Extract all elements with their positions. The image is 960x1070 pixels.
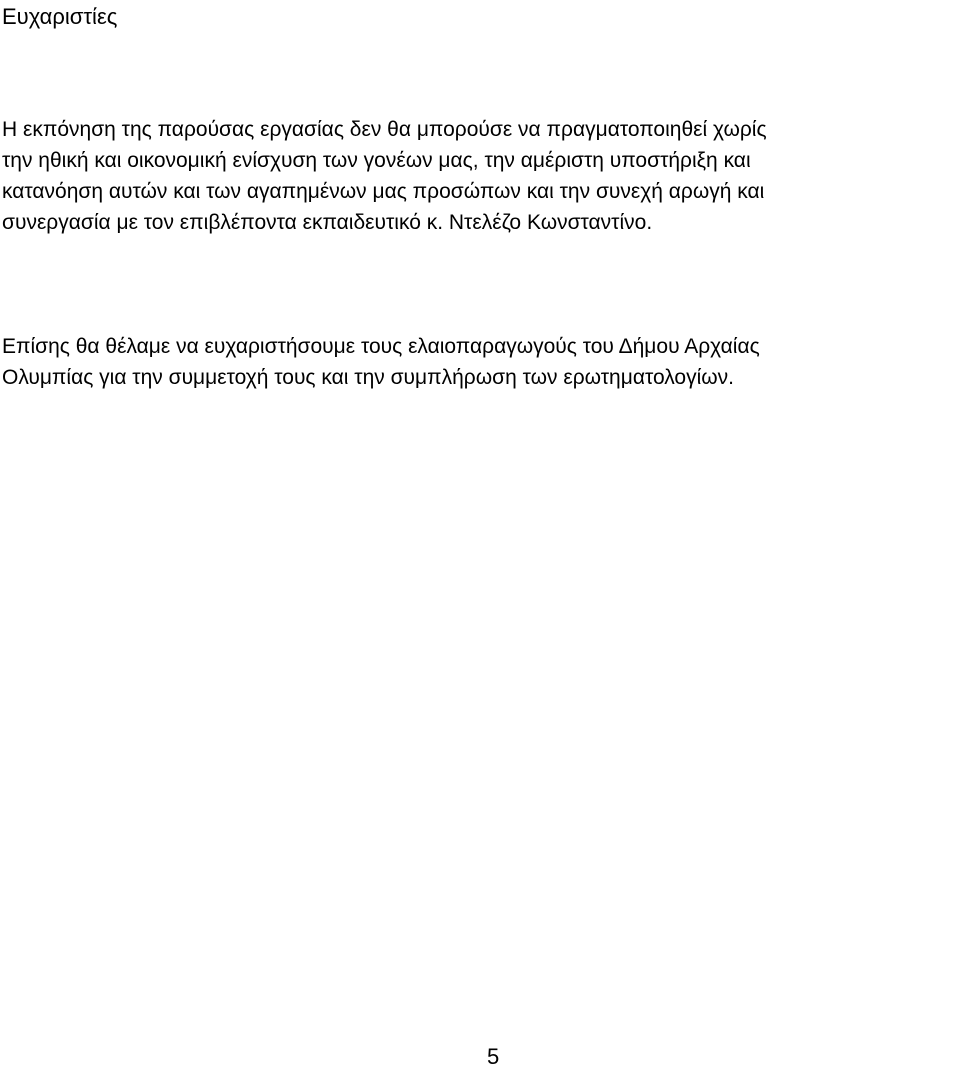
paragraph-line: την ηθική και οικονομική ενίσχυση των γονέων μας, την αμέριστη υποστήριξη και — [2, 149, 751, 172]
paragraph-line: Επίσης θα θέλαμε να ευχαριστήσουμε τους ελαιοπαραγωγούς του Δήμου Αρχαίας — [2, 335, 760, 358]
paragraph-line: κατανόηση αυτών και των αγαπημένων μας προσώπων και την συνεχή αρωγή και — [2, 180, 765, 203]
acknowledgement-paragraph-1 — [2, 114, 767, 238]
paragraph-line: Η εκπόνηση της παρούσας εργασίας δεν θα μπορούσε να πραγματοποιηθεί χωρίς — [2, 118, 767, 141]
paragraph-line: Ολυμπίας για την συμμετοχή τους και την συμπλήρωση των ερωτηματολογίων. — [2, 366, 734, 389]
page-heading: Ευχαριστίες — [2, 4, 118, 29]
acknowledgement-paragraph-2 — [2, 331, 760, 393]
page-number: 5 — [487, 1044, 500, 1069]
paragraph-line: συνεργασία με τον επιβλέποντα εκπαιδευτικό κ. Ντελέζο Κωνσταντίνο. — [2, 211, 653, 234]
